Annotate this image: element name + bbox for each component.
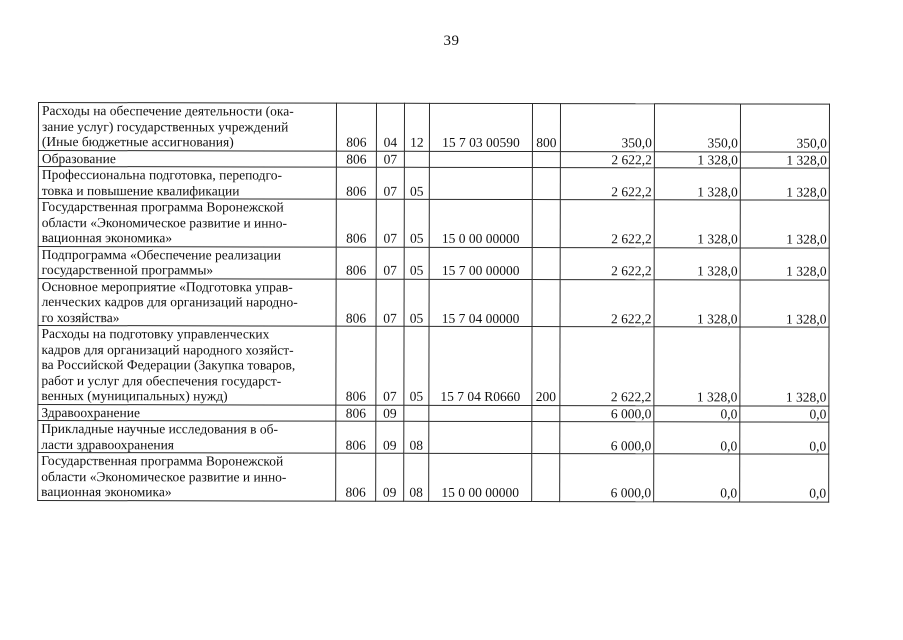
amount-year1-cell: 6 000,0 — [560, 454, 654, 502]
expense-type-cell — [532, 200, 560, 248]
amount-year1-cell: 2 622,2 — [560, 168, 654, 200]
row-name-cell: Расходы на обеспечение деятельности (ока- зание услуг) государственных учреждений (Иные бюджетные ассигнования) — [38, 103, 336, 151]
amount-year2-cell: 1 328,0 — [654, 279, 740, 327]
table-row — [38, 326, 829, 406]
expense-type-cell — [532, 405, 560, 422]
table-row — [38, 404, 829, 422]
section-code-cell: 07 — [376, 279, 404, 327]
subsection-code-cell: 05 — [404, 247, 429, 279]
amount-year2-cell: 0,0 — [654, 405, 740, 422]
subsection-code-cell: 08 — [404, 453, 429, 501]
target-article-cell — [429, 167, 532, 199]
budget-table — [37, 102, 830, 502]
table-row — [38, 150, 829, 168]
amount-year1-cell: 2 622,2 — [560, 200, 654, 248]
amount-year3-cell: 1 328,0 — [740, 200, 829, 248]
row-name-cell: Основное мероприятие «Подготовка управ- ленческих кадров для организаций народно- го хозяйства» — [38, 278, 336, 326]
table-row — [38, 167, 829, 201]
target-article-cell: 15 7 03 00590 — [429, 103, 532, 151]
amount-year3-cell: 0,0 — [740, 454, 829, 502]
department-code-cell: 806 — [336, 103, 376, 151]
department-code-cell: 806 — [336, 326, 376, 405]
target-article-cell: 15 0 00 00000 — [429, 453, 532, 501]
table-row — [38, 278, 829, 327]
expense-type-cell — [532, 151, 560, 168]
target-article-cell — [429, 151, 532, 168]
amount-year3-cell: 1 328,0 — [740, 151, 829, 168]
amount-year3-cell: 1 328,0 — [740, 168, 829, 200]
subsection-code-cell: 05 — [404, 167, 429, 199]
expense-type-cell — [532, 247, 560, 279]
amount-year1-cell: 6 000,0 — [560, 405, 654, 422]
subsection-code-cell: 05 — [404, 199, 429, 247]
table-row — [38, 103, 829, 152]
amount-year2-cell: 1 328,0 — [654, 151, 740, 168]
amount-year1-cell: 6 000,0 — [560, 422, 654, 454]
section-code-cell: 07 — [376, 247, 404, 279]
amount-year2-cell: 0,0 — [654, 454, 740, 502]
department-code-cell: 806 — [336, 247, 376, 279]
amount-year3-cell: 350,0 — [740, 104, 829, 152]
section-code-cell: 09 — [376, 421, 404, 453]
target-article-cell: 15 7 04 R0660 — [429, 326, 532, 405]
target-article-cell: 15 7 00 00000 — [429, 247, 532, 279]
target-article-cell: 15 0 00 00000 — [429, 199, 532, 247]
row-name-cell: Расходы на подготовку управленческих кадров для организаций народного хозяйст- ва Российской Федерации (Закупка товаров, работ и услуг для обеспечения государст- венных (муниципальных) нужд) — [38, 326, 336, 405]
row-name-cell: Здравоохранение — [38, 404, 336, 421]
row-name-cell: Государственная программа Воронежской области «Экономическое развитие и инно- вационная экономика» — [38, 453, 336, 501]
page-number: 39 — [443, 33, 460, 49]
table-row — [38, 453, 829, 502]
amount-year1-cell: 350,0 — [560, 104, 654, 152]
department-code-cell: 806 — [336, 199, 376, 247]
expense-type-cell: 800 — [532, 104, 560, 152]
subsection-code-cell: 05 — [404, 326, 429, 405]
expense-type-cell — [532, 454, 560, 502]
amount-year2-cell: 1 328,0 — [654, 168, 740, 200]
amount-year3-cell: 1 328,0 — [740, 327, 829, 406]
expense-type-cell: 200 — [532, 327, 560, 406]
target-article-cell — [429, 421, 532, 453]
amount-year1-cell: 2 622,2 — [560, 279, 654, 327]
subsection-code-cell: 08 — [404, 421, 429, 453]
section-code-cell: 09 — [376, 453, 404, 501]
section-code-cell: 07 — [376, 167, 404, 199]
target-article-cell — [429, 405, 532, 422]
subsection-code-cell: 12 — [404, 103, 429, 151]
expense-type-cell — [532, 168, 560, 200]
amount-year2-cell: 350,0 — [654, 104, 740, 152]
row-name-cell: Профессиональна подготовка, переподго- товка и повышение квалификации — [38, 167, 336, 200]
subsection-code-cell — [404, 151, 429, 168]
subsection-code-cell — [404, 405, 429, 422]
amount-year3-cell: 1 328,0 — [740, 279, 829, 327]
amount-year3-cell: 0,0 — [740, 422, 829, 454]
subsection-code-cell: 05 — [404, 279, 429, 327]
amount-year3-cell: 1 328,0 — [740, 247, 829, 279]
department-code-cell: 806 — [336, 421, 376, 453]
amount-year1-cell: 2 622,2 — [560, 327, 654, 406]
expense-type-cell — [532, 279, 560, 327]
amount-year2-cell: 1 328,0 — [654, 327, 740, 406]
amount-year2-cell: 1 328,0 — [654, 247, 740, 279]
amount-year3-cell: 0,0 — [740, 405, 829, 422]
row-name-cell: Образование — [38, 150, 336, 167]
department-code-cell: 806 — [336, 279, 376, 327]
amount-year1-cell: 2 622,2 — [560, 247, 654, 279]
amount-year2-cell: 0,0 — [654, 422, 740, 454]
table-row — [38, 421, 829, 455]
table-row — [38, 199, 829, 248]
section-code-cell: 07 — [376, 199, 404, 247]
row-name-cell: Государственная программа Воронежской области «Экономическое развитие и инно- вационная экономика» — [38, 199, 336, 247]
row-name-cell: Прикладные научные исследования в об- ласти здравоохранения — [38, 421, 336, 454]
department-code-cell: 806 — [336, 167, 376, 199]
amount-year2-cell: 1 328,0 — [654, 200, 740, 248]
row-name-cell: Подпрограмма «Обеспечение реализации государственной программы» — [38, 246, 336, 279]
section-code-cell: 09 — [376, 405, 404, 422]
department-code-cell: 806 — [336, 151, 376, 168]
department-code-cell: 806 — [336, 453, 376, 501]
expense-type-cell — [532, 422, 560, 454]
department-code-cell: 806 — [336, 405, 376, 422]
target-article-cell: 15 7 04 00000 — [429, 279, 532, 327]
section-code-cell: 07 — [376, 151, 404, 168]
amount-year1-cell: 2 622,2 — [560, 151, 654, 168]
section-code-cell: 04 — [376, 103, 404, 151]
table-row — [38, 246, 829, 280]
section-code-cell: 07 — [376, 326, 404, 405]
